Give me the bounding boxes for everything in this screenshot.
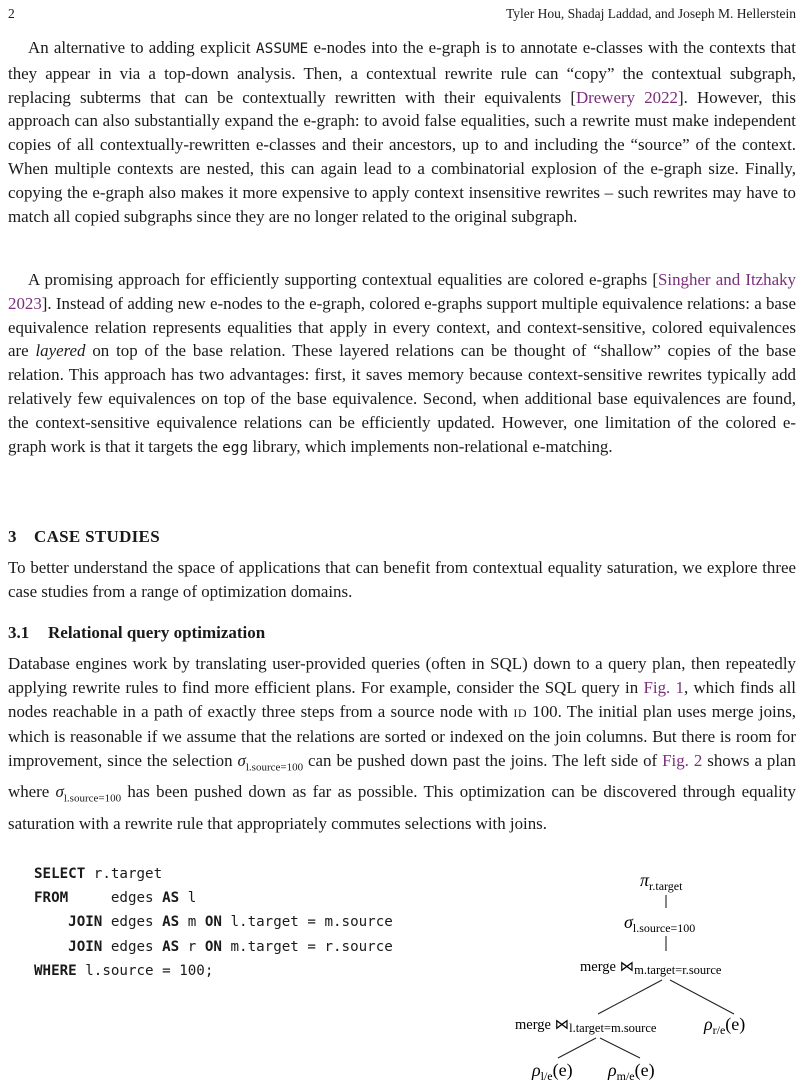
subsection-number: 3.1 bbox=[8, 623, 30, 642]
sql-keyword: AS bbox=[162, 890, 180, 907]
text: An alternative to adding explicit bbox=[28, 38, 256, 57]
figure-ref-1[interactable]: Fig. 1 bbox=[643, 677, 684, 697]
text: Database engines work by translating user-provided queries (often in SQL) down to a query plan, then repeatedly applying rewrite rules to find more efficient plans. For example, consider the SQL query in bbox=[8, 654, 796, 697]
sql-line bbox=[34, 959, 393, 983]
plan-sigma-node: $\sigma_{l.source=100}$ bbox=[624, 912, 696, 935]
figure-ref-2[interactable]: Fig. 2 bbox=[662, 751, 703, 771]
section-heading-case-studies bbox=[8, 527, 160, 547]
sql-listing bbox=[34, 862, 393, 983]
text: library, which implements non-relational e-matching. bbox=[248, 436, 613, 456]
text: . However, this approach can also substantially expand the e-graph: to avoid false equalities, such a rewrite must make independent copies of all contextually-rewritten e-classes and their ancestors, up to and including the “source” of the context. When multiple contexts are nested, this can again lead to a combinatorial explosion of the e-graph size. Finally, copying the e-graph also makes it more expensive to apply context insensitive rewrites – such rewrites may have to match all copied subgraphs since they are no longer related to the original subgraph. bbox=[8, 87, 796, 226]
sql-text: l bbox=[179, 890, 197, 907]
sql-keyword: FROM bbox=[34, 890, 69, 907]
sql-text: edges bbox=[102, 914, 163, 931]
sql-keyword: AS bbox=[162, 938, 180, 955]
sql-line bbox=[34, 935, 393, 959]
plan-edge bbox=[600, 1038, 640, 1058]
paragraph-contextual-copy bbox=[8, 36, 796, 228]
bracket: ] bbox=[41, 293, 48, 313]
inline-code-egg: egg bbox=[222, 439, 249, 456]
sigma-symbol: σ bbox=[55, 782, 64, 802]
text: 100. The initial plan uses merge joins, which is reasonable if we assume that the relations are sorted or indexed on the join columns. But there is room for improvement, since the selection bbox=[8, 701, 796, 771]
sql-line bbox=[34, 910, 393, 934]
sql-text: m.target = r.source bbox=[221, 938, 393, 955]
sql-keyword: ON bbox=[204, 914, 222, 931]
text: shows a plan where bbox=[8, 751, 796, 802]
text: e-nodes into the e-graph is to annotate e-classes with the contexts that they appear in via a top-down analysis. Then, a contextual rewrite rule can “copy” the contextual subgraph, replacing subterms that can be contextually rewritten with their equivalents bbox=[8, 38, 796, 107]
bracket: [ bbox=[652, 270, 659, 289]
text: can be pushed down past the joins. The left side of bbox=[303, 751, 663, 771]
text: on top of the base relation. These layered relations can be thought of “shallow” copies of the base relation. This approach has two advantages: first, it saves memory because context-sensitive rewrites typically add relatively few equivalences on top of the base equivalence. Second, when additional base equivalences are found, the context-sensitive equivalence relations can be efficiently updated. However, one limitation of the colored e-graph work is that it targets the bbox=[8, 341, 796, 456]
inline-code-assume: ASSUME bbox=[255, 41, 309, 57]
running-authors: Tyler Hou, Shadaj Laddad, and Joseph M. Hellerstein bbox=[506, 6, 796, 21]
sql-keyword: WHERE bbox=[34, 962, 77, 979]
paragraph-query-optimization bbox=[8, 652, 796, 835]
plan-merge-join-bottom: merge ⋈l.target=m.source bbox=[515, 1017, 657, 1035]
sql-keyword: SELECT bbox=[34, 866, 86, 882]
section-number: 3 bbox=[8, 527, 17, 546]
sql-keyword: JOIN bbox=[34, 914, 103, 931]
page-number: 2 bbox=[8, 6, 15, 21]
citation-singher[interactable]: Singher and Itzhaky 2023 bbox=[8, 270, 796, 313]
text: A promising approach for efficiently supporting contextual equalities are colored e-graphs bbox=[28, 270, 653, 289]
plan-rho-l-node: $\rho_{l/e}(e)$ bbox=[532, 1060, 573, 1082]
plan-edge bbox=[670, 980, 734, 1014]
plan-rho-m-node: $\rho_{m/e}(e)$ bbox=[608, 1060, 655, 1082]
sql-line bbox=[34, 886, 393, 910]
query-plan-tree bbox=[500, 862, 796, 1082]
emphasis-layered: layered bbox=[35, 341, 86, 361]
paragraph-case-studies-intro: To better understand the space of applications that can benefit from contextual equality saturation, we explore three case studies from a range of optimization domains. bbox=[8, 558, 796, 601]
sql-text: edges bbox=[102, 938, 163, 955]
sigma-subscript: l.source=100 bbox=[245, 761, 304, 774]
sql-line bbox=[34, 862, 393, 886]
plan-pi-node: $\pi_{r.target}$ bbox=[640, 870, 683, 893]
bracket: ] bbox=[678, 87, 684, 107]
text: . Instead of adding new e-nodes to the e-graph, colored e-graphs support multiple equivalence relations: a base equivalence relation represents equalities that apply in every context, and context-sensitive, colored equivalences are bbox=[8, 293, 796, 361]
text: has been pushed down as far as possible. This optimization can be discovered through equality saturation with a rewrite rule that appropriately commutes selections with joins. bbox=[8, 782, 796, 833]
text: , which finds all nodes reachable in a path of exactly three steps from a source node with bbox=[8, 677, 796, 721]
sql-text: l.target = m.source bbox=[221, 914, 393, 931]
bracket: [ bbox=[570, 87, 576, 107]
plan-rho-r-node: $\rho_{r/e}(e)$ bbox=[704, 1014, 746, 1037]
subsection-title: Relational query optimization bbox=[48, 623, 266, 642]
citation-drewery[interactable]: Drewery 2022 bbox=[575, 87, 678, 107]
plan-edge bbox=[558, 1038, 596, 1058]
paragraph-colored-egraphs bbox=[8, 268, 796, 460]
sigma-symbol: σ bbox=[237, 751, 246, 771]
small-caps-id: ID bbox=[513, 705, 527, 720]
sql-keyword: AS bbox=[162, 914, 180, 931]
sql-text: r.target bbox=[85, 866, 163, 882]
plan-edge bbox=[598, 980, 662, 1014]
subsection-heading-query-optimization bbox=[8, 623, 265, 643]
sql-text: edges bbox=[68, 890, 163, 907]
sql-text: l.source = 100; bbox=[76, 962, 214, 979]
sql-keyword: ON bbox=[204, 938, 222, 955]
sigma-subscript: l.source=100 bbox=[63, 792, 122, 805]
page-header bbox=[8, 6, 796, 26]
sql-text: m bbox=[179, 914, 205, 931]
sql-keyword: JOIN bbox=[34, 938, 103, 955]
sql-text: r bbox=[179, 938, 205, 955]
section-title: CASE STUDIES bbox=[34, 527, 160, 546]
plan-merge-join-top: merge ⋈m.target=r.source bbox=[580, 959, 722, 977]
